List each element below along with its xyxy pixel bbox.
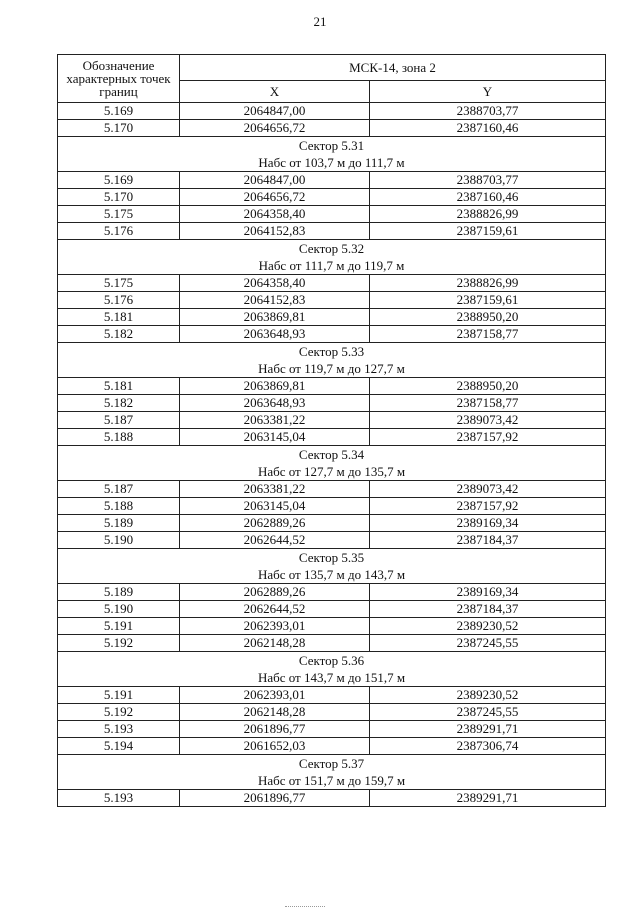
table-row [58,189,606,206]
x-cell: 2061896,77 [180,721,370,738]
y-cell: 2387245,55 [370,704,606,721]
table-row [58,790,606,807]
table-row [58,172,606,189]
y-cell: 2389169,34 [370,515,606,532]
x-cell: 2064847,00 [180,172,370,189]
sector-title: Сектор 5.34 [298,447,365,462]
y-cell: 2387158,77 [370,326,606,343]
table-row [58,532,606,549]
sector-heading [58,240,606,275]
coordinate-system-header: МСК-14, зона 2 [180,55,606,81]
y-cell: 2388950,20 [370,378,606,395]
sector-heading [58,549,606,584]
page-number: 21 [313,14,327,29]
point-cell: 5.187 [58,481,180,498]
table-row [58,120,606,137]
sector-range: Набс от 103,7 м до 111,7 м [258,155,405,170]
y-column-header: Y [370,81,606,103]
sector-row [58,549,606,584]
point-column-header: Обозначение характерных точек границ [58,55,180,103]
point-cell: 5.192 [58,704,180,721]
point-cell: 5.182 [58,395,180,412]
y-cell: 2389073,42 [370,481,606,498]
point-cell: 5.176 [58,223,180,240]
x-cell: 2063869,81 [180,309,370,326]
y-cell: 2389230,52 [370,687,606,704]
table-row [58,206,606,223]
sector-row [58,343,606,378]
table-row [58,292,606,309]
y-cell: 2387159,61 [370,292,606,309]
x-cell: 2062393,01 [180,687,370,704]
y-cell: 2388950,20 [370,309,606,326]
point-cell: 5.169 [58,172,180,189]
x-cell: 2064656,72 [180,120,370,137]
x-cell: 2064656,72 [180,189,370,206]
sector-title: Сектор 5.32 [298,241,365,256]
table-row [58,721,606,738]
y-cell: 2389073,42 [370,412,606,429]
point-cell: 5.194 [58,738,180,755]
y-cell: 2388826,99 [370,275,606,292]
table-row [58,275,606,292]
sector-title: Сектор 5.36 [298,653,365,668]
sector-heading [58,446,606,481]
sector-row [58,137,606,172]
sector-heading [58,137,606,172]
x-cell: 2063381,22 [180,481,370,498]
sector-row [58,240,606,275]
table-row [58,326,606,343]
x-column-header: X [180,81,370,103]
table-row [58,738,606,755]
x-cell: 2062148,28 [180,704,370,721]
table-row [58,103,606,120]
y-cell: 2389230,52 [370,618,606,635]
point-cell: 5.175 [58,206,180,223]
y-cell: 2387160,46 [370,120,606,137]
x-cell: 2063869,81 [180,378,370,395]
y-cell: 2388703,77 [370,103,606,120]
x-cell: 2062644,52 [180,601,370,618]
x-cell: 2064847,00 [180,103,370,120]
x-cell: 2062889,26 [180,584,370,601]
x-cell: 2063145,04 [180,429,370,446]
point-cell: 5.188 [58,498,180,515]
table-body [58,103,606,807]
sector-range: Набс от 127,7 м до 135,7 м [257,464,406,479]
point-cell: 5.181 [58,309,180,326]
point-cell: 5.175 [58,275,180,292]
point-cell: 5.170 [58,120,180,137]
table-row [58,395,606,412]
point-cell: 5.192 [58,635,180,652]
y-cell: 2387160,46 [370,189,606,206]
page-footer-mark [285,906,325,909]
point-cell: 5.187 [58,412,180,429]
table-row [58,584,606,601]
table-row [58,498,606,515]
y-cell: 2387184,37 [370,601,606,618]
point-cell: 5.191 [58,687,180,704]
table-row [58,635,606,652]
table-row [58,704,606,721]
y-cell: 2389169,34 [370,584,606,601]
table-row [58,515,606,532]
table-row [58,378,606,395]
x-cell: 2063648,93 [180,395,370,412]
x-cell: 2063145,04 [180,498,370,515]
table-row [58,618,606,635]
sector-heading [58,755,606,790]
y-cell: 2388703,77 [370,172,606,189]
table-header [58,55,606,103]
point-cell: 5.189 [58,584,180,601]
point-cell: 5.189 [58,515,180,532]
x-cell: 2061896,77 [180,790,370,807]
point-cell: 5.190 [58,532,180,549]
point-cell: 5.190 [58,601,180,618]
sector-heading [58,343,606,378]
sector-range: Набс от 111,7 м до 119,7 м [258,258,405,273]
x-cell: 2064152,83 [180,292,370,309]
sector-range: Набс от 143,7 м до 151,7 м [257,670,406,685]
point-cell: 5.182 [58,326,180,343]
sector-heading [58,652,606,687]
sector-range: Набс от 135,7 м до 143,7 м [257,567,406,582]
point-cell: 5.169 [58,103,180,120]
sector-title: Сектор 5.35 [298,550,365,565]
point-cell: 5.193 [58,721,180,738]
sector-title: Сектор 5.31 [298,138,365,153]
x-cell: 2062393,01 [180,618,370,635]
table-row [58,429,606,446]
table-row [58,601,606,618]
x-cell: 2064358,40 [180,275,370,292]
point-cell: 5.170 [58,189,180,206]
sector-row [58,755,606,790]
x-cell: 2063648,93 [180,326,370,343]
y-cell: 2387159,61 [370,223,606,240]
point-cell: 5.191 [58,618,180,635]
y-cell: 2387157,92 [370,498,606,515]
x-cell: 2064152,83 [180,223,370,240]
x-cell: 2062148,28 [180,635,370,652]
point-cell: 5.181 [58,378,180,395]
sector-row [58,446,606,481]
y-cell: 2387157,92 [370,429,606,446]
x-cell: 2061652,03 [180,738,370,755]
point-cell: 5.193 [58,790,180,807]
y-cell: 2387184,37 [370,532,606,549]
x-cell: 2063381,22 [180,412,370,429]
sector-row [58,652,606,687]
sector-range: Набс от 151,7 м до 159,7 м [257,773,406,788]
sector-title: Сектор 5.37 [298,756,365,771]
x-cell: 2062644,52 [180,532,370,549]
y-cell: 2389291,71 [370,721,606,738]
x-cell: 2062889,26 [180,515,370,532]
table-row [58,309,606,326]
sector-title: Сектор 5.33 [298,344,365,359]
table-row [58,481,606,498]
point-cell: 5.176 [58,292,180,309]
y-cell: 2387158,77 [370,395,606,412]
sector-range: Набс от 119,7 м до 127,7 м [258,361,405,376]
x-cell: 2064358,40 [180,206,370,223]
y-cell: 2387306,74 [370,738,606,755]
y-cell: 2387245,55 [370,635,606,652]
point-cell: 5.188 [58,429,180,446]
y-cell: 2388826,99 [370,206,606,223]
table-row [58,223,606,240]
table-row [58,412,606,429]
table-row [58,687,606,704]
coordinates-table [57,54,606,807]
y-cell: 2389291,71 [370,790,606,807]
